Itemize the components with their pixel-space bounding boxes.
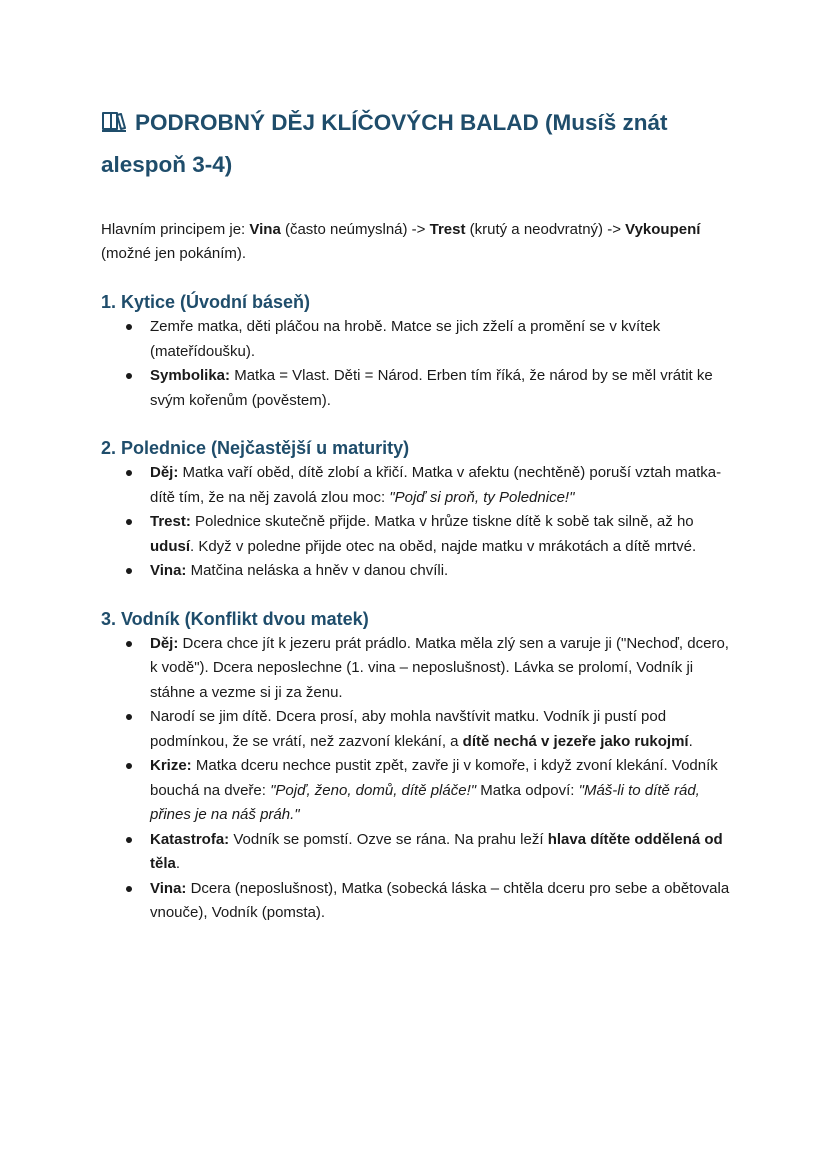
item-text: Matčina neláska a hněv v danou chvíli.	[186, 562, 449, 579]
list-item	[150, 559, 738, 584]
list-item	[150, 632, 738, 706]
list-item	[150, 705, 738, 754]
list-item	[150, 461, 738, 510]
title-text: PODROBNÝ DĚJ KLÍČOVÝCH BALAD (Musíš znát alespoň 3-4)	[101, 110, 668, 177]
intro-lead: Hlavním principem je:	[101, 221, 250, 238]
item-text: .	[175, 855, 181, 872]
intro-text: (krutý a neodvratný) ->	[465, 221, 626, 238]
item-text: Matka = Vlast. Děti = Národ. Erben tím říká, že národ by se měl vrátit ke svým kořenům (pověstem).	[150, 367, 713, 409]
item-text: Matka dceru nechce pustit zpět, zavře ji v komoře, i když zvoní klekání. Vodník bouchá na dveře:	[150, 757, 718, 799]
books-icon	[101, 106, 127, 145]
list-item	[150, 754, 738, 828]
section-heading-vodnik: 3. Vodník (Konflikt dvou matek)	[101, 608, 369, 629]
item-label: Trest:	[150, 513, 191, 530]
item-quote: "Máš-li to dítě rád, přines je na náš práh."	[150, 781, 700, 823]
list-item	[150, 315, 738, 364]
page-title	[101, 103, 738, 184]
kytice-list	[101, 315, 738, 413]
item-label: Krize:	[150, 757, 192, 774]
list-item	[150, 828, 738, 877]
item-text: Polednice skutečně přijde. Matka v hrůze tiskne dítě k sobě tak silně, až ho	[190, 513, 694, 530]
vodnik-list	[101, 632, 738, 926]
list-item	[150, 364, 738, 413]
intro-paragraph	[101, 218, 738, 266]
item-emphasis: udusí	[150, 537, 190, 555]
item-label: Děj:	[150, 634, 179, 652]
item-text: Matka vaří oběd, dítě zlobí a křičí. Matka v afektu (nechtěně) poruší vztah matka-dítě tím, že na něj zavolá zlou moc:	[150, 464, 722, 506]
item-label: Vina:	[150, 562, 187, 579]
intro-text: (možné jen pokáním).	[101, 245, 247, 262]
item-emphasis: hlava dítěte oddělená od těla	[150, 830, 723, 872]
item-text: Dcera chce jít k jezeru prát prádlo. Matka měla zlý sen a varuje ji ("Nechoď, dcero, k vodě"). Dcera neposlechne (1. vina – neposlušnost). Lávka se prolomí, Vodník ji stáhne a vezme si ji za ženu.	[150, 634, 729, 701]
item-text: Dcera (neposlušnost), Matka (sobecká láska – chtěla dceru pro sebe a obětovala vnouče), Vodník (pomsta).	[150, 879, 730, 921]
intro-term-trest: Trest	[429, 221, 466, 238]
item-text: Vodník se pomstí. Ozve se rána. Na prahu leží	[229, 830, 548, 848]
item-text: Matka odpoví:	[476, 781, 579, 799]
item-text: Narodí se jim dítě. Dcera prosí, aby mohla navštívit matku. Vodník ji pustí pod podmínkou, že se vrátí, než zazvoní klekání, a	[150, 708, 667, 750]
item-label: Vina:	[150, 879, 187, 897]
list-item	[150, 877, 738, 926]
section-heading-polednice: 2. Polednice (Nejčastější u maturity)	[101, 438, 410, 458]
intro-term-vykoupeni: Vykoupení	[625, 221, 701, 238]
intro-term-vina: Vina	[249, 221, 281, 238]
polednice-list	[101, 461, 738, 584]
list-item	[150, 510, 738, 559]
item-label: Symbolika:	[150, 367, 231, 384]
intro-text: (často neúmyslná) ->	[280, 221, 430, 238]
item-emphasis: dítě nechá v jezeře jako rukojmí	[462, 732, 689, 750]
item-quote: "Pojď si proň, ty Polednice!"	[389, 488, 575, 506]
item-text: .	[688, 732, 693, 750]
section-heading-kytice: 1. Kytice (Úvodní báseň)	[101, 292, 311, 312]
item-text: Zemře matka, děti pláčou na hrobě. Matce se jich zželí a promění se v kvítek (mateřídoušku).	[150, 318, 661, 360]
item-label: Katastrofa:	[150, 830, 230, 848]
item-label: Děj:	[150, 464, 179, 481]
item-text: . Když v poledne přijde otec na oběd, najde matku v mrákotách a dítě mrtvé.	[190, 537, 697, 555]
item-quote: "Pojď, ženo, domů, dítě pláče!"	[270, 781, 477, 799]
